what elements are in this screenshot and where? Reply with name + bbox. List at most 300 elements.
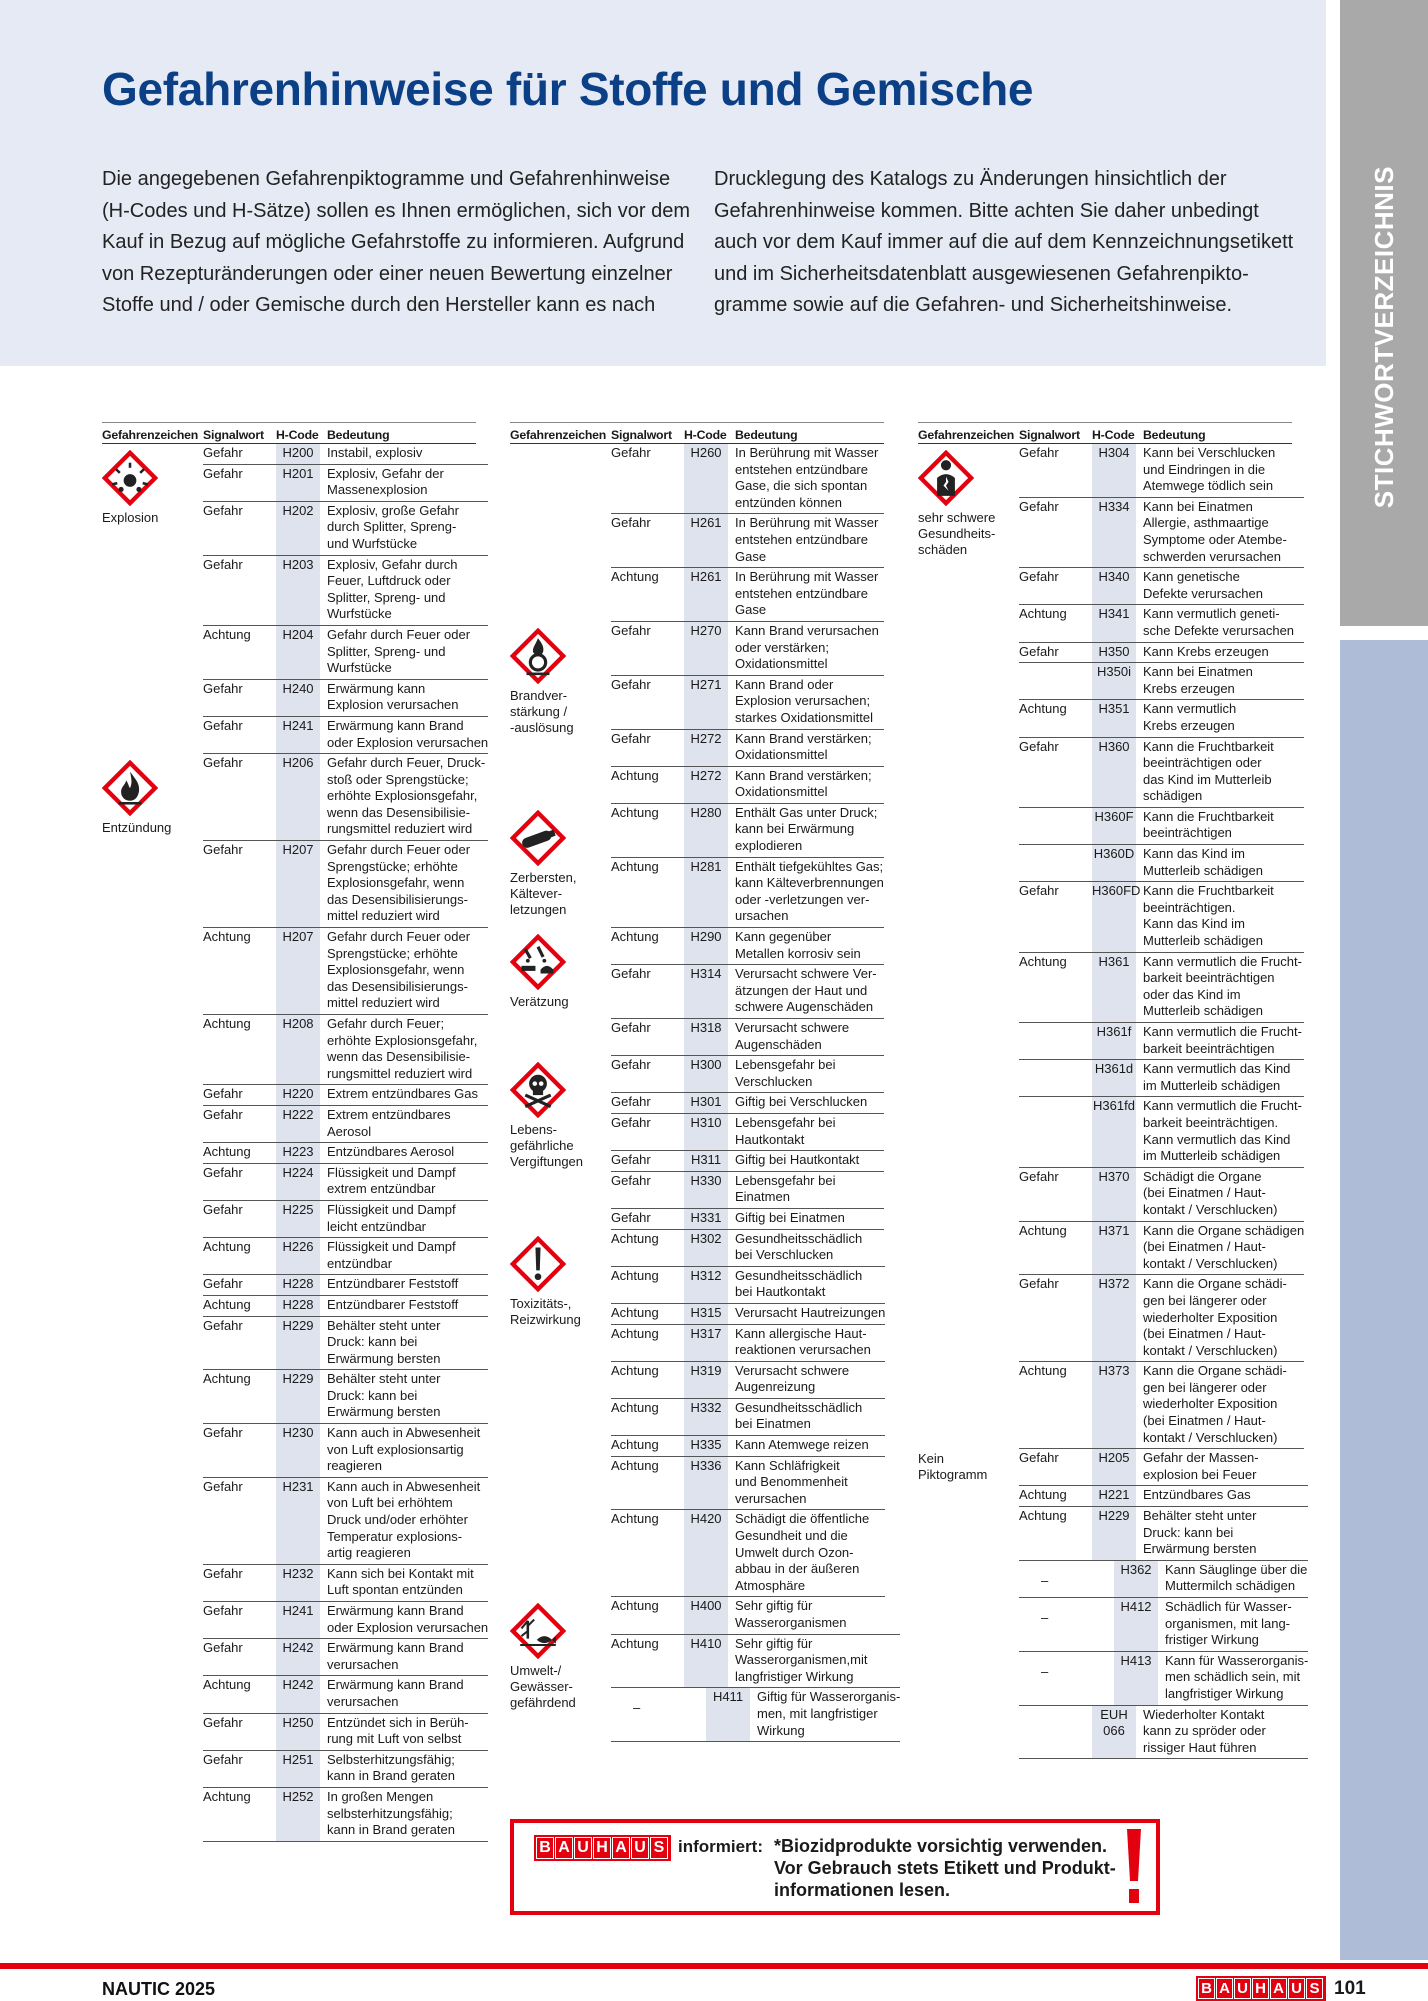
h-code: H350 <box>1092 643 1136 663</box>
intro-line: auch vor dem Kauf immer auf die auf dem Kennzeichnungsetikett <box>714 231 1294 253</box>
hazard-statement: Kann Brand verstärken; Oxidationsmittel <box>735 730 872 763</box>
h-code: H221 <box>1092 1486 1136 1506</box>
table-row <box>1019 700 1304 737</box>
h-code: H261 <box>684 568 728 621</box>
exclamation-mark-icon <box>1126 1829 1142 1907</box>
hazard-statement: Erwärmung kann Explosion verursachen <box>327 680 459 713</box>
signal-word: – <box>633 1700 641 1716</box>
table-row <box>1019 643 1304 664</box>
signal-word: Achtung <box>203 1371 251 1387</box>
hazard-rows <box>1019 1449 1308 1759</box>
signal-word: Achtung <box>611 767 659 783</box>
h-code: H251 <box>276 1751 320 1787</box>
biocide-notice <box>510 1819 1160 1915</box>
hazard-statement: Schädigt die öffentliche Gesundheit und die Umwelt durch Ozon- abbau in der äußeren Atmosphäre <box>735 1511 870 1593</box>
table-row <box>1019 1561 1308 1598</box>
hazard-statement: Erwärmung kann Brand oder Explosion verursachen <box>327 717 489 750</box>
h-code: H222 <box>276 1106 320 1142</box>
gas-cylinder-icon <box>510 810 566 866</box>
signal-word: Gefahr <box>203 1164 243 1180</box>
header-meaning: Bedeutung <box>735 428 798 442</box>
h-code: H205 <box>1092 1449 1136 1485</box>
signal-word: Achtung <box>611 1267 659 1283</box>
table-row <box>611 804 884 858</box>
h-code: H361f <box>1092 1023 1136 1059</box>
hazard-statement: Giftig bei Hautkontakt <box>735 1152 860 1168</box>
table-row <box>1019 1023 1304 1060</box>
signal-word: Gefahr <box>1019 1168 1059 1184</box>
hazard-statement: Giftig bei Einatmen <box>735 1209 845 1225</box>
pictogram-label: Zerbersten, Kältever- letzungen <box>510 869 577 917</box>
hazard-statement: Kann die Fruchtbarkeit beeinträchtigen <box>1143 808 1274 841</box>
table-row <box>611 1436 885 1457</box>
h-code: H372 <box>1092 1275 1136 1361</box>
hazard-statement: Giftig für Wasserorganis- men, mit langfristiger Wirkung <box>757 1689 901 1738</box>
table-row <box>203 1238 488 1275</box>
hazard-rows <box>203 754 488 1842</box>
signal-word: Gefahr <box>611 1094 651 1110</box>
hazard-group <box>510 928 884 1056</box>
signal-word: Achtung <box>1019 606 1067 622</box>
hazard-statement: Gesundheitsschädlich bei Hautkontakt <box>735 1267 863 1300</box>
table-row <box>611 1325 885 1362</box>
hazard-statement: Gefahr durch Feuer oder Sprengstücke; erhöhte Explosionsgefahr, wenn das Desensibilisierungs- mittel reduziert wird <box>327 929 471 1011</box>
side-tab-secondary <box>1340 640 1428 1960</box>
hazard-rows <box>611 1597 900 1742</box>
bauhaus-logo: B A U H A U S <box>534 1835 671 1861</box>
h-code: H241 <box>276 717 320 753</box>
signal-word: Gefahr <box>611 966 651 982</box>
h-code: H371 <box>1092 1222 1136 1275</box>
signal-word: Gefahr <box>203 1603 243 1618</box>
hazard-rows <box>1019 444 1304 1449</box>
signal-word: Gefahr <box>1019 445 1059 460</box>
pictogram-cell <box>102 444 203 754</box>
table-row <box>611 568 884 622</box>
signal-word: Achtung <box>611 858 659 874</box>
signal-word: Gefahr <box>611 1152 651 1168</box>
h-code: H302 <box>684 1230 728 1266</box>
hazard-group <box>918 1449 1309 1759</box>
table-row <box>1019 444 1304 498</box>
signal-word: Achtung <box>203 929 251 945</box>
h-code: H411 <box>706 1688 750 1741</box>
hazard-statement: Wiederholter Kontakt kann zu spröder oder rissiger Haut führen <box>1143 1706 1266 1755</box>
h-code: H360FD <box>1092 882 1136 951</box>
signal-word: Gefahr <box>203 1751 243 1767</box>
hazard-group <box>510 622 884 804</box>
flame-over-circle-icon <box>510 628 566 684</box>
h-code: H231 <box>276 1478 320 1564</box>
hazard-statement: Schädlich für Wasser- organismen, mit lang- fristiger Wirkung <box>1165 1599 1292 1648</box>
hazard-statement: Kann die Organe schädigen (bei Einatmen / Haut- kontakt / Verschlucken) <box>1143 1222 1305 1271</box>
hazard-statement: Extrem entzündbares Gas <box>327 1086 479 1102</box>
table-row <box>1019 1507 1308 1561</box>
corrosion-icon <box>510 934 566 990</box>
signal-word: Achtung <box>611 1362 659 1378</box>
h-code: H280 <box>684 804 728 857</box>
h-code: H315 <box>684 1304 728 1324</box>
health-hazard-icon <box>918 450 974 506</box>
table-row <box>1019 1222 1304 1276</box>
table-row <box>203 465 488 502</box>
h-code: H370 <box>1092 1168 1136 1221</box>
hazard-statement: Kann bei Einatmen Allergie, asthmaartige Symptome oder Atembe- schwerden verursachen <box>1143 498 1287 564</box>
table-row <box>203 1085 488 1106</box>
signal-word: Achtung <box>203 1677 251 1693</box>
h-code: H412 <box>1114 1598 1158 1651</box>
h-code: H413 <box>1114 1652 1158 1705</box>
hazard-statement: Kann für Wasserorganis- men schädlich sein, mit langfristiger Wirkung <box>1165 1652 1309 1701</box>
hazard-group <box>510 1056 884 1229</box>
h-code: H272 <box>684 730 728 766</box>
hazard-group <box>102 754 489 1842</box>
hazard-statement: Kann vermutlich die Frucht- barkeit beeinträchtigen. Kann vermutlich das Kind im Mutterleib schädigen <box>1143 1098 1302 1164</box>
signal-word <box>1019 1023 1092 1059</box>
hazard-statement: Enthält tiefgekühltes Gas; kann Kälteverbrennungen oder -verletzungen ver- ursachen <box>735 858 884 924</box>
table-row <box>203 1676 488 1713</box>
table-row <box>203 1478 488 1565</box>
hazard-statement: Flüssigkeit und Dampf leicht entzündbar <box>327 1201 456 1234</box>
table-row <box>611 676 884 730</box>
signal-word: – <box>1041 1663 1049 1679</box>
table-header <box>510 422 884 444</box>
hazard-statement: Verursacht Hautreizungen <box>735 1304 886 1320</box>
notice-label: informiert: <box>678 1837 763 1856</box>
hazard-statement: In Berührung mit Wasser entstehen entzündbare Gase <box>735 569 879 618</box>
table-row <box>203 1370 488 1424</box>
hazard-column-3 <box>918 422 1309 1759</box>
h-code: H361 <box>1092 953 1136 1022</box>
pictogram-cell <box>510 444 611 622</box>
hazard-statement: Kann die Organe schädi- gen bei längerer oder wiederholter Exposition (bei Einatmen / Haut- kontakt / Verschlucken) <box>1143 1276 1287 1358</box>
hazard-statement: Gesundheitsschädlich bei Einatmen <box>735 1399 863 1432</box>
hazard-group <box>510 444 884 622</box>
h-code: H229 <box>276 1317 320 1370</box>
table-row <box>203 1201 488 1238</box>
pictogram-cell <box>510 1056 611 1229</box>
h-code: H361d <box>1092 1060 1136 1096</box>
table-row <box>203 1602 488 1639</box>
h-code: H373 <box>1092 1362 1136 1448</box>
table-row <box>203 1106 488 1143</box>
table-row <box>611 1093 884 1114</box>
h-code: H226 <box>276 1238 320 1274</box>
hazard-statement: In Berührung mit Wasser entstehen entzündbare Gase, die sich spontan entzünden können <box>735 445 879 510</box>
hazard-statement: Kann vermutlich Krebs erzeugen <box>1143 701 1237 733</box>
hazard-statement: Erwärmung kann Brand verursachen <box>327 1677 464 1709</box>
signal-word <box>1019 1060 1092 1096</box>
table-row <box>1019 1275 1304 1362</box>
signal-word: Gefahr <box>611 1172 651 1188</box>
signal-word: Achtung <box>1019 1363 1067 1379</box>
pictogram-cell <box>510 1597 611 1742</box>
hazard-statement: Kann Säuglinge über die Muttermilch schädigen <box>1165 1561 1308 1594</box>
h-code: H332 <box>684 1399 728 1435</box>
table-row <box>203 717 488 754</box>
signal-word: Achtung <box>1019 953 1067 969</box>
header-meaning: Bedeutung <box>1143 428 1206 442</box>
h-code: H228 <box>276 1275 320 1295</box>
intro-line: (H-Codes und H-Sätze) sollen es Ihnen ermöglichen, sich vor dem <box>102 199 691 222</box>
hazard-statement: Explosiv, Gefahr der Massenexplosion <box>327 465 444 498</box>
table-row <box>611 514 884 568</box>
h-code: H207 <box>276 928 320 1014</box>
signal-word: Achtung <box>611 1399 659 1415</box>
h-code: H314 <box>684 965 728 1018</box>
signal-word: Gefahr <box>1019 1276 1059 1292</box>
h-code: H335 <box>684 1436 728 1456</box>
hazard-statement: Gefahr durch Feuer, Druck- stoß oder Sprengstücke; erhöhte Explosionsgefahr, wenn das Desensibilisie- rungsmittel reduziert wird <box>327 755 486 837</box>
table-row <box>1019 605 1304 642</box>
signal-word: Achtung <box>203 1144 251 1160</box>
notice-text <box>774 1835 1116 1901</box>
signal-word <box>1019 845 1092 881</box>
signal-word: Gefahr <box>203 1317 243 1333</box>
table-row <box>203 680 488 717</box>
hazard-statement: Kann vermutlich die Frucht- barkeit beeinträchtigen oder das Kind im Mutterleib schädigen <box>1143 953 1302 1019</box>
skull-icon <box>510 1062 566 1118</box>
h-code: H203 <box>276 556 320 625</box>
table-row <box>611 1019 884 1056</box>
table-row <box>1019 498 1304 568</box>
table-row <box>203 1275 488 1296</box>
hazard-statement: Schädigt die Organe (bei Einatmen / Haut- kontakt / Verschlucken) <box>1143 1168 1278 1217</box>
hazard-statement: Erwärmung kann Brand verursachen <box>327 1640 464 1672</box>
h-code: H201 <box>276 465 320 501</box>
table-row <box>611 1362 885 1399</box>
h-code: H202 <box>276 502 320 555</box>
h-code: H300 <box>684 1056 728 1092</box>
hazard-statement: Gefahr durch Feuer oder Splitter, Spreng- und Wurfstücke <box>327 626 471 676</box>
hazard-statement: Erwärmung kann Brand oder Explosion verursachen <box>327 1603 489 1635</box>
table-row <box>611 622 884 676</box>
h-code: H250 <box>276 1714 320 1750</box>
h-code: H232 <box>276 1565 320 1601</box>
hazard-statement: Lebensgefahr bei Einatmen <box>735 1172 836 1205</box>
h-code: H410 <box>684 1635 728 1688</box>
h-code: H336 <box>684 1457 728 1510</box>
hazard-statement: Enthält Gas unter Druck; kann bei Erwärmung explodieren <box>735 804 878 854</box>
signal-word: Gefahr <box>203 1201 243 1217</box>
pictogram-cell <box>918 444 1019 1449</box>
hazard-statement: Gefahr durch Feuer oder Sprengstücke; erhöhte Explosionsgefahr, wenn das Desensibilisierungs- mittel reduziert wird <box>327 842 471 924</box>
hazard-statement: Kann auch in Abwesenheit von Luft explosionsartig reagieren <box>327 1425 481 1474</box>
intro-line: Gefahrenhinweise kommen. Bitte achten Sie daher unbedingt <box>714 199 1259 222</box>
hazard-group <box>918 444 1305 1449</box>
signal-word: Achtung <box>203 1239 251 1255</box>
h-code: H317 <box>684 1325 728 1361</box>
table-row <box>611 1151 884 1172</box>
signal-word: Gefahr <box>611 622 651 638</box>
hazard-statement: In großen Mengen selbsterhitzungsfähig; kann in Brand geraten <box>327 1788 455 1838</box>
signal-word: Achtung <box>611 1325 659 1341</box>
table-row <box>611 1688 900 1742</box>
hazard-statement: Kann das Kind im Mutterleib schädigen <box>1143 846 1263 878</box>
intro-line: Drucklegung des Katalogs zu Änderungen hinsichtlich der <box>714 168 1227 190</box>
table-row <box>203 1639 488 1676</box>
table-row <box>611 730 884 767</box>
signal-word: Gefahr <box>611 1020 651 1035</box>
h-code: H229 <box>276 1370 320 1423</box>
signal-word: Achtung <box>1019 1487 1067 1503</box>
table-row <box>203 928 488 1015</box>
h-code: H341 <box>1092 605 1136 641</box>
table-row <box>611 444 884 514</box>
header-meaning: Bedeutung <box>327 428 390 442</box>
hazard-statement: Entzündbarer Feststoff <box>327 1296 459 1312</box>
hazard-statement: Kann Krebs erzeugen <box>1143 643 1269 659</box>
h-code: H360F <box>1092 808 1136 844</box>
h-code: H252 <box>276 1788 320 1841</box>
h-code: H420 <box>684 1510 728 1596</box>
signal-word <box>1019 1097 1092 1166</box>
header-signal-word: Signalwort <box>203 428 264 442</box>
hazard-rows <box>203 444 488 754</box>
h-code: H312 <box>684 1267 728 1303</box>
h-code: H319 <box>684 1362 728 1398</box>
table-row <box>611 1114 884 1151</box>
signal-word: Gefahr <box>203 556 243 572</box>
hazard-statement: Gefahr durch Feuer; erhöhte Explosionsgefahr, wenn das Desensibilisie- rungsmittel reduziert wird <box>327 1016 478 1081</box>
h-code: H224 <box>276 1164 320 1200</box>
signal-word: Gefahr <box>203 1086 243 1102</box>
hazard-statement: Sehr giftig für Wasserorganismen,mit langfristiger Wirkung <box>735 1635 868 1684</box>
h-code: H340 <box>1092 568 1136 604</box>
signal-word: Gefahr <box>611 1057 651 1073</box>
h-code: H350i <box>1092 663 1136 699</box>
hazard-statement: Sehr giftig für Wasserorganismen <box>735 1598 847 1630</box>
signal-word: Achtung <box>611 1437 659 1453</box>
notice-line: informationen lesen. <box>774 1880 951 1900</box>
page-title: Gefahrenhinweise für Stoffe und Gemische <box>102 63 1034 115</box>
h-code: H208 <box>276 1015 320 1084</box>
pictogram-label: Verätzung <box>510 994 569 1010</box>
hazard-statement: Entzündbares Gas <box>1143 1487 1251 1503</box>
signal-word: Achtung <box>203 626 251 642</box>
hazard-rows <box>611 1056 884 1229</box>
signal-word: Gefahr <box>1019 1450 1059 1466</box>
h-code: H361fd <box>1092 1097 1136 1166</box>
intro-line: von Rezepturänderungen oder einer neuen Bewertung einzelner <box>102 262 673 285</box>
hazard-statement: Kann Atemwege reizen <box>735 1437 869 1453</box>
flame-icon <box>102 760 158 816</box>
hazard-statement: Kann Brand oder Explosion verursachen; starkes Oxidationsmittel <box>735 676 873 725</box>
table-header <box>102 422 476 444</box>
table-row <box>1019 882 1304 952</box>
h-code: H261 <box>684 514 728 567</box>
table-row <box>611 1267 885 1304</box>
table-row <box>203 1714 488 1751</box>
signal-word: Achtung <box>611 1598 659 1614</box>
table-row <box>203 502 488 556</box>
hazard-statement: Behälter steht unter Druck: kann bei Erwärmung bersten <box>327 1317 441 1366</box>
intro-left <box>102 164 691 322</box>
h-code: H362 <box>1114 1561 1158 1597</box>
pictogram-label: Umwelt-/ Gewässer- gefährdend <box>510 1663 576 1711</box>
signal-word: Gefahr <box>203 502 243 518</box>
intro-line: gramme sowie auf die Gefahren- und Sicherheitshinweise. <box>714 294 1233 316</box>
h-code: H207 <box>276 841 320 927</box>
h-code: H360D <box>1092 845 1136 881</box>
table-row <box>1019 663 1304 700</box>
hazard-group <box>102 444 489 754</box>
table-row <box>611 1056 884 1093</box>
signal-word <box>1019 808 1092 844</box>
h-code: H220 <box>276 1085 320 1105</box>
signal-word: Achtung <box>611 1457 659 1473</box>
signal-word: Achtung <box>1019 1508 1067 1524</box>
hazard-statement: Verursacht schwere Ver- ätzungen der Haut und schwere Augenschäden <box>735 966 877 1015</box>
hazard-statement: Kann bei Verschlucken und Eindringen in die Atemwege tödlich sein <box>1143 445 1276 494</box>
hazard-statement: Kann die Fruchtbarkeit beeinträchtigen. Kann das Kind im Mutterleib schädigen <box>1143 883 1274 949</box>
h-code: H360 <box>1092 738 1136 807</box>
signal-word: Achtung <box>611 804 659 820</box>
h-code: H271 <box>684 676 728 729</box>
hazard-statement: Kann auch in Abwesenheit von Luft bei erhöhtem Druck und/oder erhöhter Temperatur explosions- artig reagieren <box>327 1478 481 1561</box>
intro-line: Die angegebenen Gefahrenpiktogramme und Gefahrenhinweise <box>102 168 671 190</box>
table-row <box>203 1565 488 1602</box>
h-code: H400 <box>684 1597 728 1633</box>
signal-word: Gefahr <box>611 515 651 531</box>
signal-word: Gefahr <box>611 1114 651 1130</box>
hazard-statement: Behälter steht unter Druck: kann bei Erwärmung bersten <box>1143 1508 1257 1557</box>
signal-word: Achtung <box>203 1016 251 1031</box>
hazard-rows <box>611 444 884 622</box>
h-code: H310 <box>684 1114 728 1150</box>
pictogram-label: Explosion <box>102 510 159 525</box>
side-tab-label[interactable]: STICHWORTVERZEICHNIS <box>1368 166 1399 509</box>
table-row <box>203 1424 488 1478</box>
table-row <box>611 1457 885 1511</box>
table-row <box>1019 953 1304 1023</box>
table-row <box>611 928 884 965</box>
h-code: H206 <box>276 754 320 840</box>
signal-word: Gefahr <box>611 445 651 460</box>
h-code: H229 <box>1092 1507 1136 1560</box>
table-row <box>1019 1449 1308 1486</box>
table-row <box>611 1510 885 1597</box>
h-code: H228 <box>276 1296 320 1316</box>
table-row <box>611 1172 884 1209</box>
h-code: H223 <box>276 1143 320 1163</box>
pictogram-label: Lebens- gefährliche Vergiftungen <box>510 1122 584 1170</box>
table-row <box>203 1788 488 1842</box>
hazard-statement: Lebensgefahr bei Verschlucken <box>735 1057 836 1089</box>
signal-word: Gefahr <box>203 1276 243 1292</box>
h-code: H200 <box>276 444 320 464</box>
signal-word: Achtung <box>611 929 659 945</box>
header-pictogram: Gefahrenzeichen <box>102 428 199 442</box>
signal-word: – <box>1041 1610 1049 1625</box>
hazard-statement: Flüssigkeit und Dampf entzündbar <box>327 1239 456 1271</box>
header-h-code: H-Code <box>1092 428 1135 442</box>
signal-word: Gefahr <box>203 1425 243 1441</box>
h-code: H225 <box>276 1201 320 1237</box>
table-row <box>203 1143 488 1164</box>
h-code: H240 <box>276 680 320 716</box>
table-row <box>1019 1598 1308 1652</box>
table-row <box>611 1635 900 1689</box>
h-code: H330 <box>684 1172 728 1208</box>
signal-word: Achtung <box>611 1304 659 1320</box>
hazard-statement: Kann Schläfrigkeit und Benommenheit verursachen <box>735 1457 848 1506</box>
hazard-statement: Kann die Organe schädi- gen bei längerer oder wiederholter Exposition (bei Einatmen / Haut- kontakt / Verschlucken) <box>1143 1363 1287 1445</box>
table-row <box>1019 738 1304 808</box>
h-code: H272 <box>684 767 728 803</box>
h-code: H242 <box>276 1676 320 1712</box>
header-pictogram: Gefahrenzeichen <box>918 428 1015 442</box>
